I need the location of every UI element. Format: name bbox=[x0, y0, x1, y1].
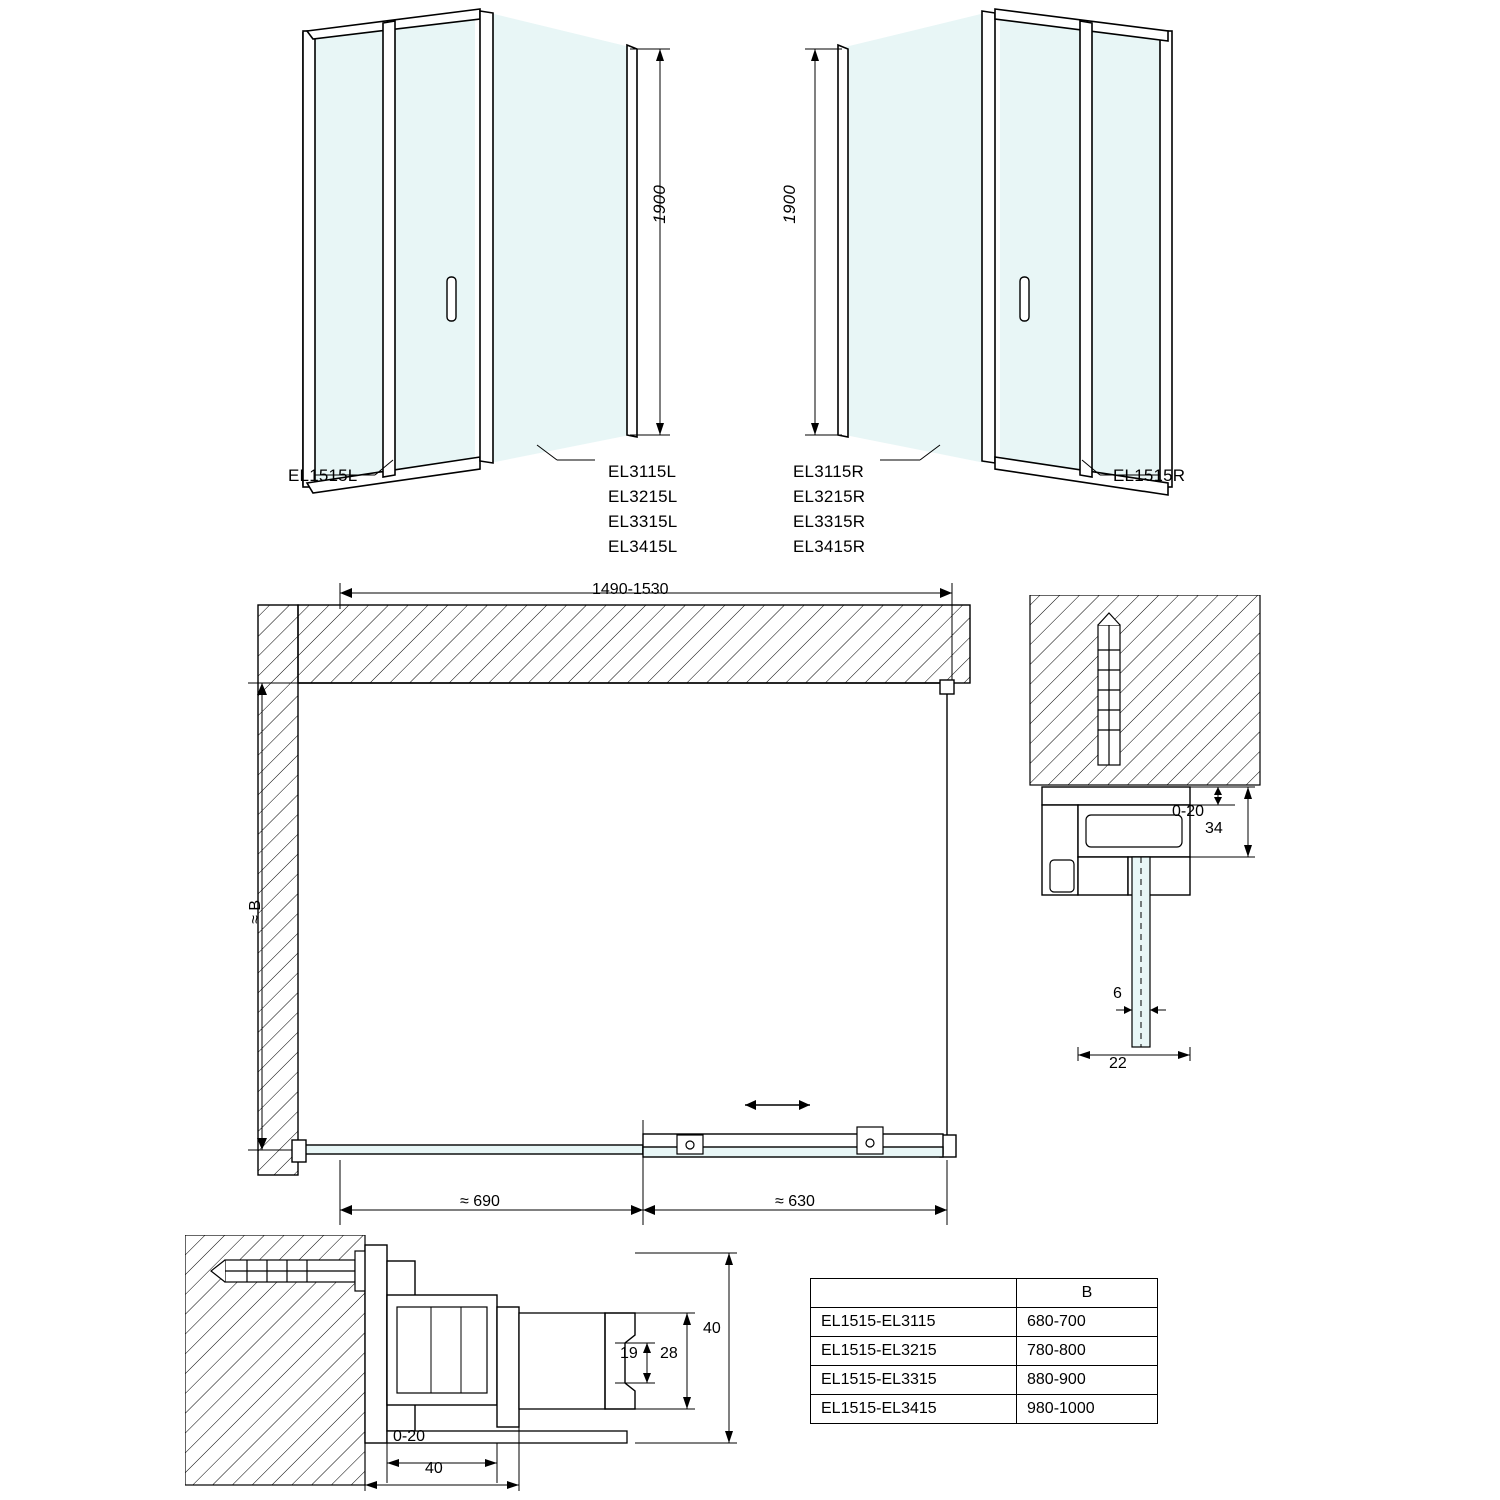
label-el1515r: EL1515R bbox=[1113, 466, 1186, 485]
table-cell-model: EL1515-EL3215 bbox=[811, 1337, 1017, 1366]
profile-right-dim-height: 34 bbox=[1205, 820, 1223, 837]
table-cell-b: 680-700 bbox=[1017, 1308, 1158, 1337]
table-cell-model: EL1515-EL3315 bbox=[811, 1366, 1017, 1395]
table-cell-b: 980-1000 bbox=[1017, 1395, 1158, 1424]
plan-left-dim: ≈ B bbox=[247, 900, 264, 924]
plan-bottom-dim-left: ≈ 690 bbox=[460, 1193, 500, 1210]
table-cell-b: 780-800 bbox=[1017, 1337, 1158, 1366]
profile-right-dim-width: 22 bbox=[1109, 1055, 1127, 1072]
label-el3115l: EL3115L bbox=[608, 462, 677, 481]
table-cell-model: EL1515-EL3415 bbox=[811, 1395, 1017, 1424]
top-left-view bbox=[275, 5, 695, 505]
top-left-height-dim: 1900 bbox=[650, 185, 669, 224]
top-right-view bbox=[780, 5, 1200, 505]
label-el3415l: EL3415L bbox=[608, 537, 678, 556]
table-row bbox=[811, 1337, 1158, 1366]
table-header-b: B bbox=[1017, 1279, 1158, 1308]
table-row bbox=[811, 1395, 1158, 1424]
top-right-left-labels bbox=[793, 462, 865, 557]
table bbox=[810, 1278, 1158, 1424]
label-el1515l: EL1515L bbox=[288, 466, 358, 485]
table-row bbox=[811, 1366, 1158, 1395]
table-header-model bbox=[811, 1279, 1017, 1308]
top-left-right-labels bbox=[608, 462, 677, 557]
profile-bottom-dim-mid: 28 bbox=[660, 1345, 678, 1362]
table-row bbox=[811, 1308, 1158, 1337]
top-right-height-dim: 1900 bbox=[780, 185, 799, 224]
profile-right-dim-gap: 0-20 bbox=[1172, 803, 1205, 820]
plan-top-dim: 1490-1530 bbox=[592, 581, 669, 598]
profile-bottom-dim-gap: 0-20 bbox=[393, 1428, 426, 1445]
label-el3115r: EL3115R bbox=[793, 462, 865, 481]
profile-right-dim-glass: 6 bbox=[1113, 985, 1122, 1002]
label-el3215l: EL3215L bbox=[608, 487, 678, 506]
label-el3415r: EL3415R bbox=[793, 537, 866, 556]
label-el3215r: EL3215R bbox=[793, 487, 866, 506]
plan-bottom-dim-right: ≈ 630 bbox=[775, 1193, 815, 1210]
table-cell-model: EL1515-EL3115 bbox=[811, 1308, 1017, 1337]
plan-view bbox=[240, 575, 1000, 1245]
label-el3315r: EL3315R bbox=[793, 512, 866, 531]
profile-bottom-dim-inner: 19 bbox=[620, 1345, 638, 1362]
profile-detail-bottom bbox=[185, 1235, 745, 1495]
dimension-table bbox=[810, 1278, 1158, 1424]
table-header-row bbox=[811, 1279, 1158, 1308]
label-el3315l: EL3315L bbox=[608, 512, 678, 531]
table-cell-b: 880-900 bbox=[1017, 1366, 1158, 1395]
profile-detail-right bbox=[1020, 595, 1280, 1075]
profile-bottom-dim-outer: 40 bbox=[703, 1320, 721, 1337]
profile-bottom-dim-width: 40 bbox=[425, 1460, 443, 1477]
